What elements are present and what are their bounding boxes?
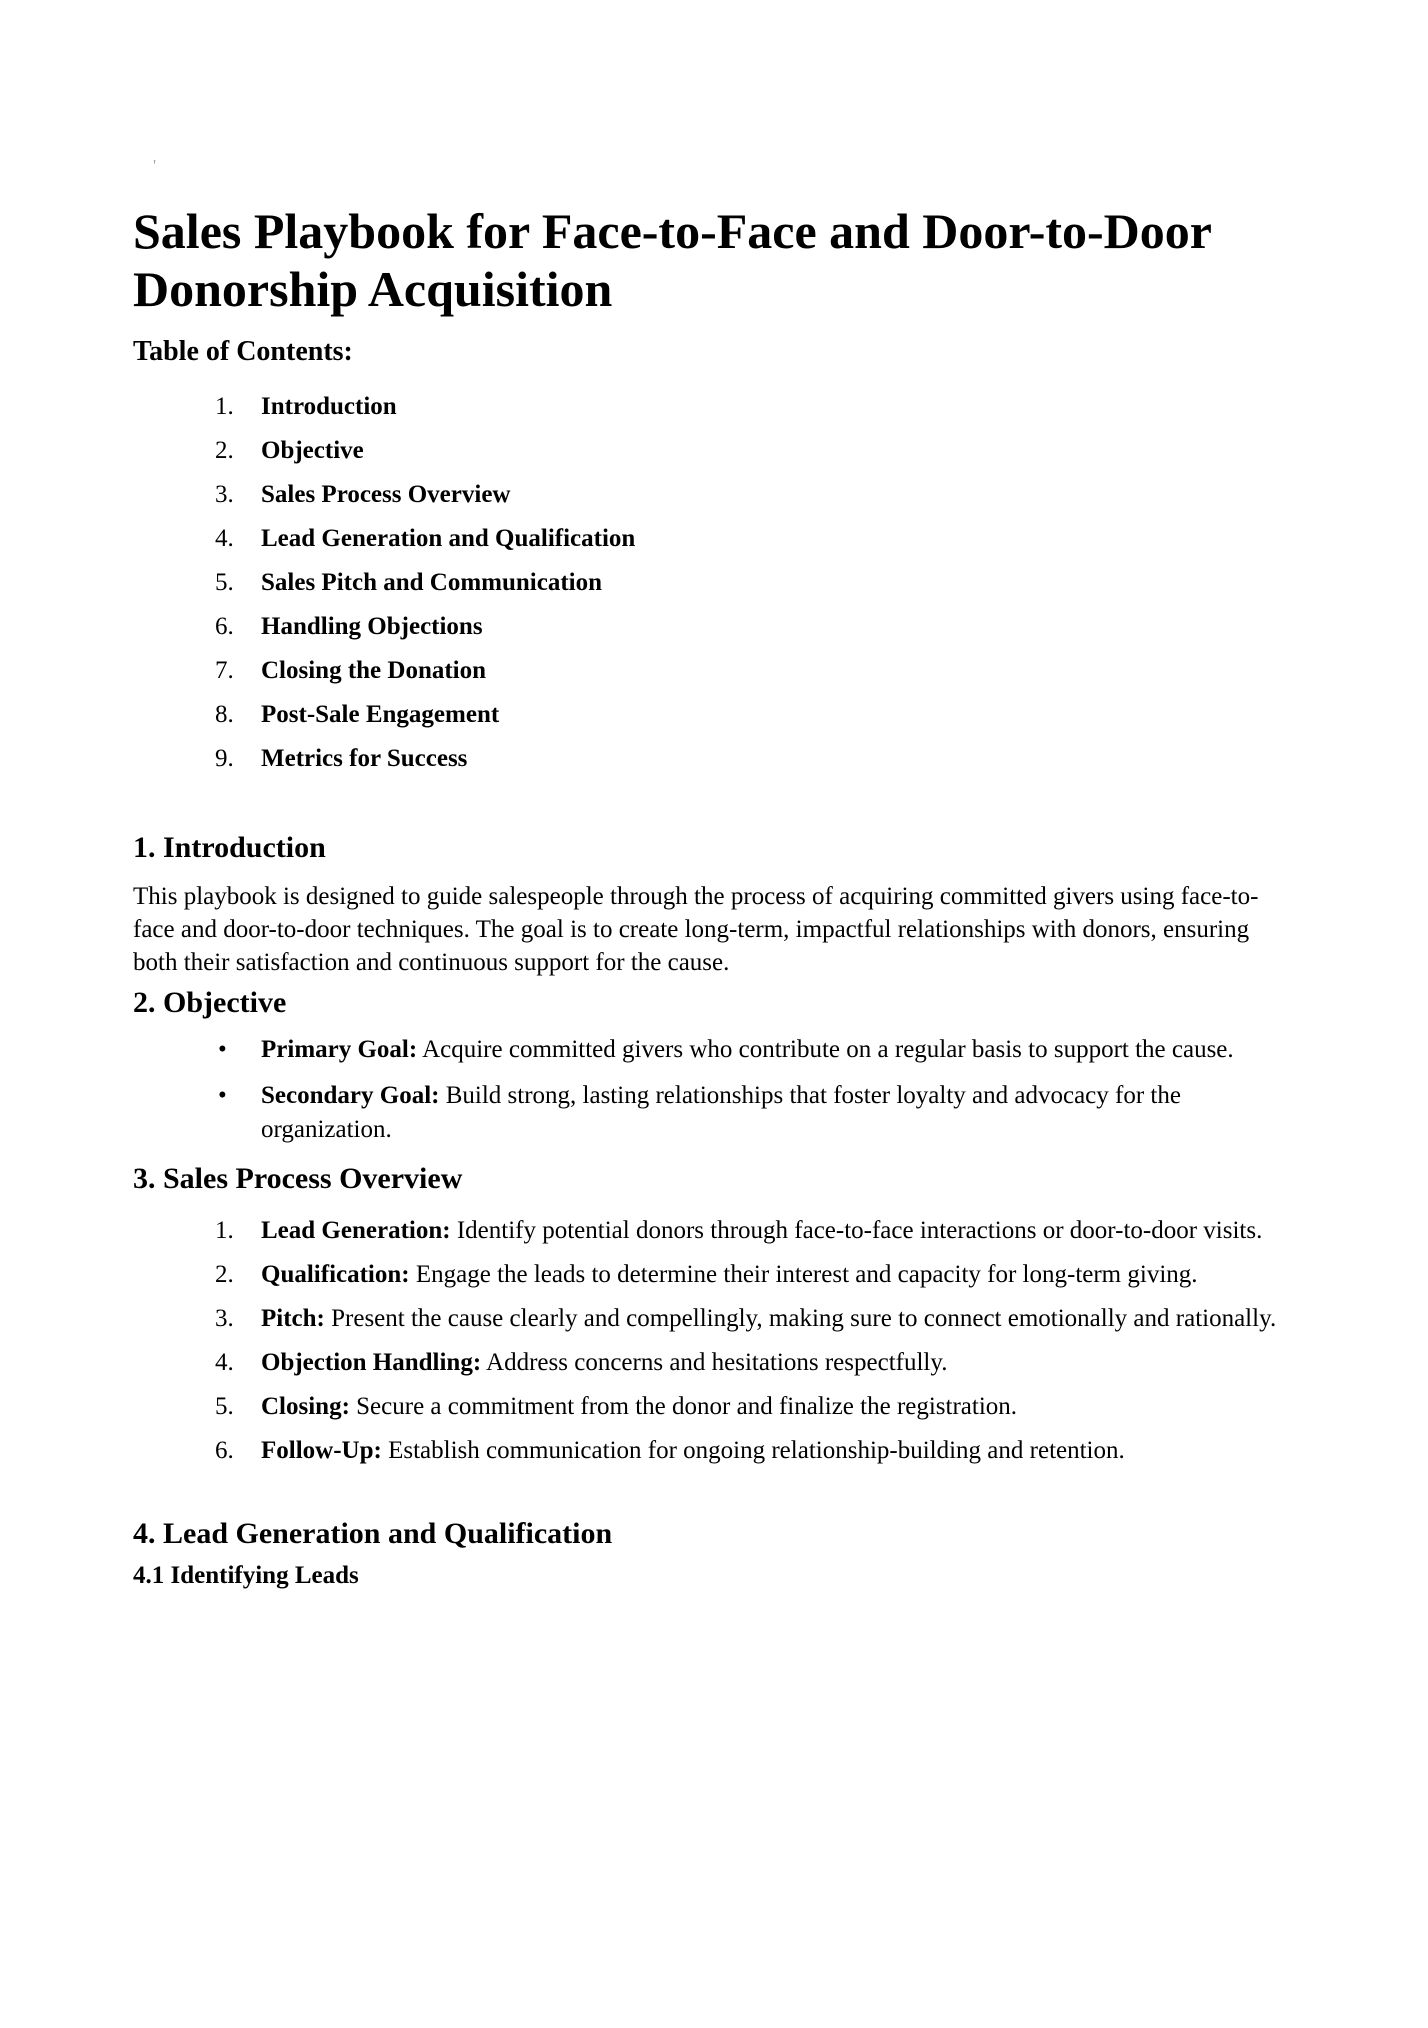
step-follow-up (215, 1434, 1295, 1467)
subsection-heading-identifying-leads: 4.1 Identifying Leads (133, 1562, 359, 1589)
toc-list (133, 390, 1295, 775)
list-number: 3. (215, 481, 234, 508)
list-number: 9. (215, 745, 234, 772)
section-heading-objective: 2. Objective (133, 986, 287, 1019)
objective-item-secondary-goal (218, 1079, 1295, 1147)
bullet-icon: • (218, 1082, 227, 1109)
sales-process-list (133, 1214, 1295, 1467)
toc-item-sales-process-overview (215, 478, 1295, 511)
toc-item-label: Lead Generation and Qualification (261, 525, 636, 552)
toc-item-handling-objections (215, 610, 1295, 643)
toc-item-label: Introduction (261, 393, 397, 420)
toc-item-closing-the-donation (215, 654, 1295, 687)
list-number: 1. (215, 393, 234, 420)
step-objection-handling (215, 1346, 1295, 1379)
toc-item-post-sale-engagement (215, 698, 1295, 731)
stray-mark: ' (153, 156, 157, 175)
step-lead-generation (215, 1214, 1295, 1247)
objective-item-label: Secondary Goal: (261, 1082, 440, 1109)
step-qualification (215, 1258, 1295, 1291)
toc-item-objective (215, 434, 1295, 467)
objective-item-primary-goal (218, 1033, 1295, 1067)
toc-item-label: Closing the Donation (261, 657, 487, 684)
step-text: Secure a commitment from the donor and finalize the registration. (349, 1393, 1018, 1420)
step-text: Establish communication for ongoing relationship-building and retention. (381, 1437, 1125, 1464)
toc-item-label: Post-Sale Engagement (261, 701, 500, 728)
step-label: Objection Handling: (261, 1349, 482, 1376)
toc-item-sales-pitch (215, 566, 1295, 599)
introduction-paragraph: This playbook is designed to guide salespeople through the process of acquiring committed givers using face-to-face and door-to-door techniques. The goal is to create long-term, impactful relationships with donors, ensuring both their satisfaction and continuous support for the cause. (133, 883, 1259, 976)
step-text: Identify potential donors through face-to-face interactions or door-to-door visits. (450, 1217, 1263, 1244)
section-heading-sales-process: 3. Sales Process Overview (133, 1162, 463, 1195)
section-heading-lead-generation: 4. Lead Generation and Qualification (133, 1517, 613, 1550)
list-number: 4. (215, 1349, 234, 1376)
step-label: Closing: (261, 1393, 350, 1420)
toc-item-lead-generation (215, 522, 1295, 555)
step-pitch (215, 1302, 1295, 1335)
step-text: Present the cause clearly and compellingly, making sure to connect emotionally and rationally. (324, 1305, 1277, 1332)
list-number: 1. (215, 1217, 234, 1244)
section-heading-introduction: 1. Introduction (133, 831, 326, 864)
toc-item-label: Sales Process Overview (261, 481, 511, 508)
objective-item-text: Acquire committed givers who contribute on a regular basis to support the cause. (417, 1036, 1234, 1063)
list-number: 8. (215, 701, 234, 728)
document-title: Sales Playbook for Face-to-Face and Door-to-Door Donorship Acquisition (133, 203, 1212, 317)
list-number: 4. (215, 525, 234, 552)
step-label: Qualification: (261, 1261, 410, 1288)
step-label: Follow-Up: (261, 1437, 382, 1464)
step-label: Lead Generation: (261, 1217, 451, 1244)
objective-item-label: Primary Goal: (261, 1036, 418, 1063)
list-number: 6. (215, 1437, 234, 1464)
step-closing (215, 1390, 1295, 1423)
objective-list (133, 1033, 1295, 1147)
list-number: 6. (215, 613, 234, 640)
toc-item-label: Metrics for Success (261, 745, 468, 772)
objective-item-text: Build strong, lasting relationships that foster loyalty and advocacy for the organization. (261, 1082, 1181, 1143)
list-number: 7. (215, 657, 234, 684)
toc-heading: Table of Contents: (133, 336, 353, 367)
toc-item-metrics-for-success (215, 742, 1295, 775)
toc-item-label: Handling Objections (261, 613, 483, 640)
list-number: 3. (215, 1305, 234, 1332)
list-number: 5. (215, 1393, 234, 1420)
step-text: Address concerns and hesitations respectfully. (481, 1349, 948, 1376)
toc-item-label: Sales Pitch and Communication (261, 569, 603, 596)
list-number: 2. (215, 437, 234, 464)
list-number: 2. (215, 1261, 234, 1288)
list-number: 5. (215, 569, 234, 596)
bullet-icon: • (218, 1036, 227, 1063)
toc-item-introduction (215, 390, 1295, 423)
step-text: Engage the leads to determine their interest and capacity for long-term giving. (409, 1261, 1198, 1288)
toc-item-label: Objective (261, 437, 364, 464)
step-label: Pitch: (261, 1305, 325, 1332)
